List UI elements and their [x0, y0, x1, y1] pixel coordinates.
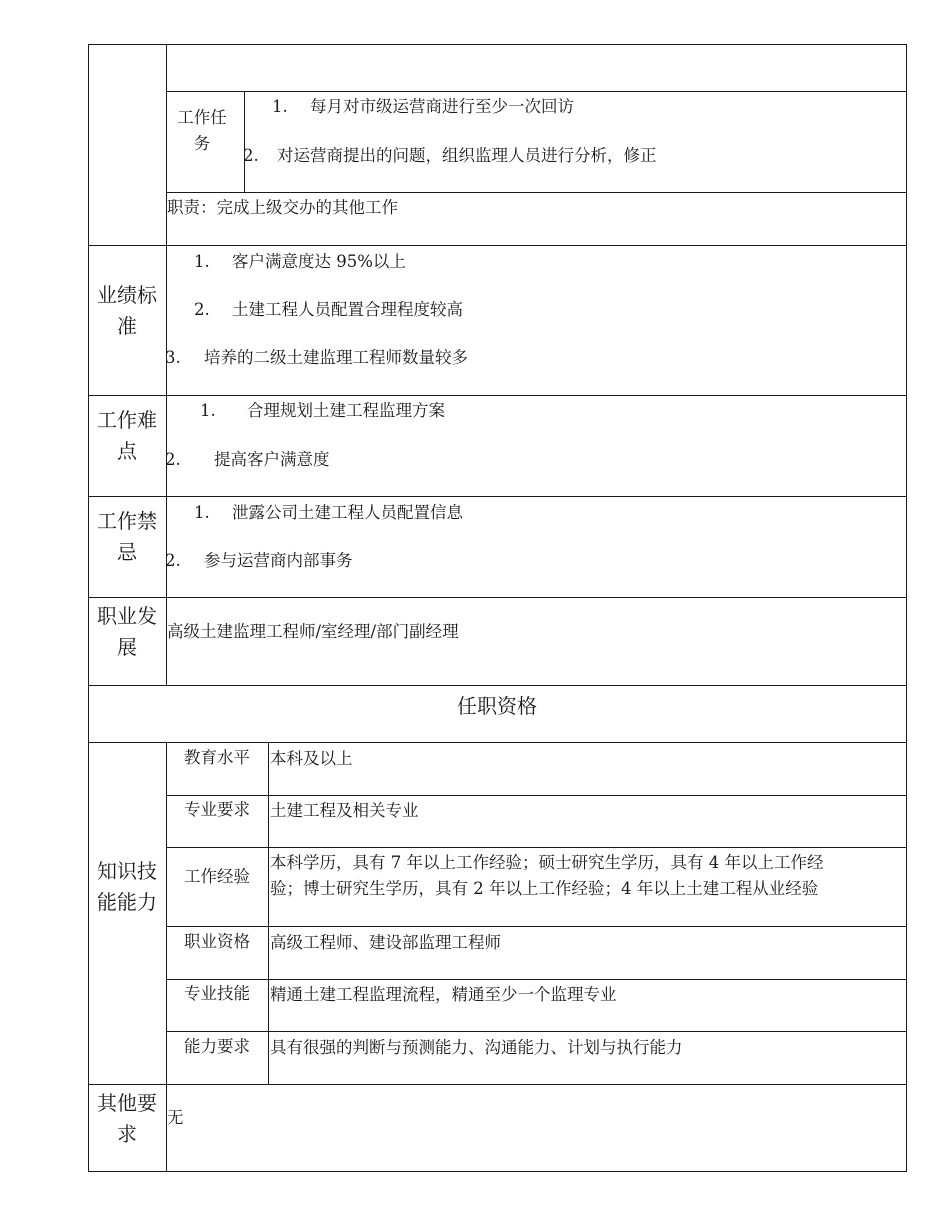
list-text: 每月对市级运营商进行至少一次回访: [310, 97, 574, 116]
list-number: 3.: [165, 348, 181, 367]
row-divider: [166, 847, 907, 848]
list-text: 参与运营商内部事务: [204, 551, 353, 570]
row-divider: [88, 496, 907, 497]
other-label: 其他要求: [97, 1091, 157, 1146]
list-number: 2.: [165, 450, 181, 469]
knowledge-row-value: 本科学历，具有 7 年以上工作经验；硕士研究生学历，具有 4 年以上工作经: [270, 853, 824, 872]
career-text: 高级土建监理工程师/室经理/部门副经理: [167, 622, 459, 641]
row-divider: [166, 192, 907, 193]
difficulty-label: 工作难点: [97, 408, 157, 463]
list-number: 2.: [243, 146, 259, 165]
career-label: 职业发展: [97, 604, 157, 659]
performance-label: 业绩标准: [97, 283, 157, 338]
list-number: 2.: [165, 551, 181, 570]
prohibition-item: [194, 502, 463, 524]
row-divider: [88, 685, 907, 686]
row-divider: [88, 1084, 907, 1085]
prohibition-label: 工作禁忌: [97, 509, 157, 564]
knowledge-row-value: 高级工程师、建设部监理工程师: [270, 933, 501, 952]
qualification-title: 任职资格: [457, 694, 537, 718]
duty-text: 职责：完成上级交办的其他工作: [167, 198, 398, 217]
knowledge-row-value: 土建工程及相关专业: [270, 801, 419, 820]
list-text: 培养的二级土建监理工程师数量较多: [204, 348, 468, 367]
row-divider: [166, 795, 907, 796]
list-number: 1.: [272, 97, 288, 116]
table-border-bottom: [88, 1171, 907, 1172]
list-number: 2.: [194, 300, 210, 319]
performance-item: [194, 299, 463, 321]
knowledge-row-value: 具有很强的判断与预测能力、沟通能力、计划与执行能力: [270, 1038, 683, 1057]
row-divider: [88, 597, 907, 598]
row-divider: [166, 979, 907, 980]
performance-item: [165, 347, 468, 369]
knowledge-row-label: 教育水平: [184, 748, 250, 767]
task-item: [243, 145, 657, 167]
list-number: 1.: [194, 503, 210, 522]
row-divider: [166, 91, 907, 92]
row-divider: [88, 245, 907, 246]
table-border-top: [88, 44, 907, 45]
task-label: 工作任务: [177, 108, 227, 153]
list-number: 1.: [200, 401, 216, 420]
knowledge-row-label: 专业要求: [184, 800, 250, 819]
row-divider: [88, 395, 907, 396]
knowledge-row-label: 工作经验: [184, 867, 250, 886]
row-divider: [166, 1031, 907, 1032]
prohibition-item: [165, 550, 353, 572]
row-divider: [88, 742, 907, 743]
knowledge-row-label: 能力要求: [184, 1037, 250, 1056]
list-text: 提高客户满意度: [214, 450, 330, 469]
difficulty-item: [200, 400, 445, 422]
difficulty-item: [165, 449, 330, 471]
list-text: 土建工程人员配置合理程度较高: [232, 300, 463, 319]
performance-item: [194, 251, 406, 273]
knowledge-sublabel-divider: [268, 742, 269, 1084]
list-number: 1.: [194, 252, 210, 271]
list-text: 客户满意度达 95%以上: [232, 252, 406, 271]
task-item: [272, 96, 574, 118]
knowledge-label: 知识技能能力: [97, 859, 157, 914]
list-text: 泄露公司土建工程人员配置信息: [232, 503, 463, 522]
other-text: 无: [167, 1108, 184, 1127]
knowledge-row-label: 职业资格: [184, 932, 250, 951]
task-label-divider: [244, 91, 245, 193]
table-border-right: [906, 44, 907, 1172]
row-divider: [166, 926, 907, 927]
knowledge-row-value: 本科及以上: [270, 749, 353, 768]
knowledge-row-value: 精通土建工程监理流程，精通至少一个监理专业: [270, 985, 617, 1004]
list-text: 合理规划土建工程监理方案: [247, 401, 445, 420]
list-text: 对运营商提出的问题，组织监理人员进行分析，修正: [277, 146, 657, 165]
knowledge-row-value: 验；博士研究生学历，具有 2 年以上工作经验；4 年以上土建工程从业经验: [270, 879, 819, 898]
knowledge-row-label: 专业技能: [184, 984, 250, 1003]
